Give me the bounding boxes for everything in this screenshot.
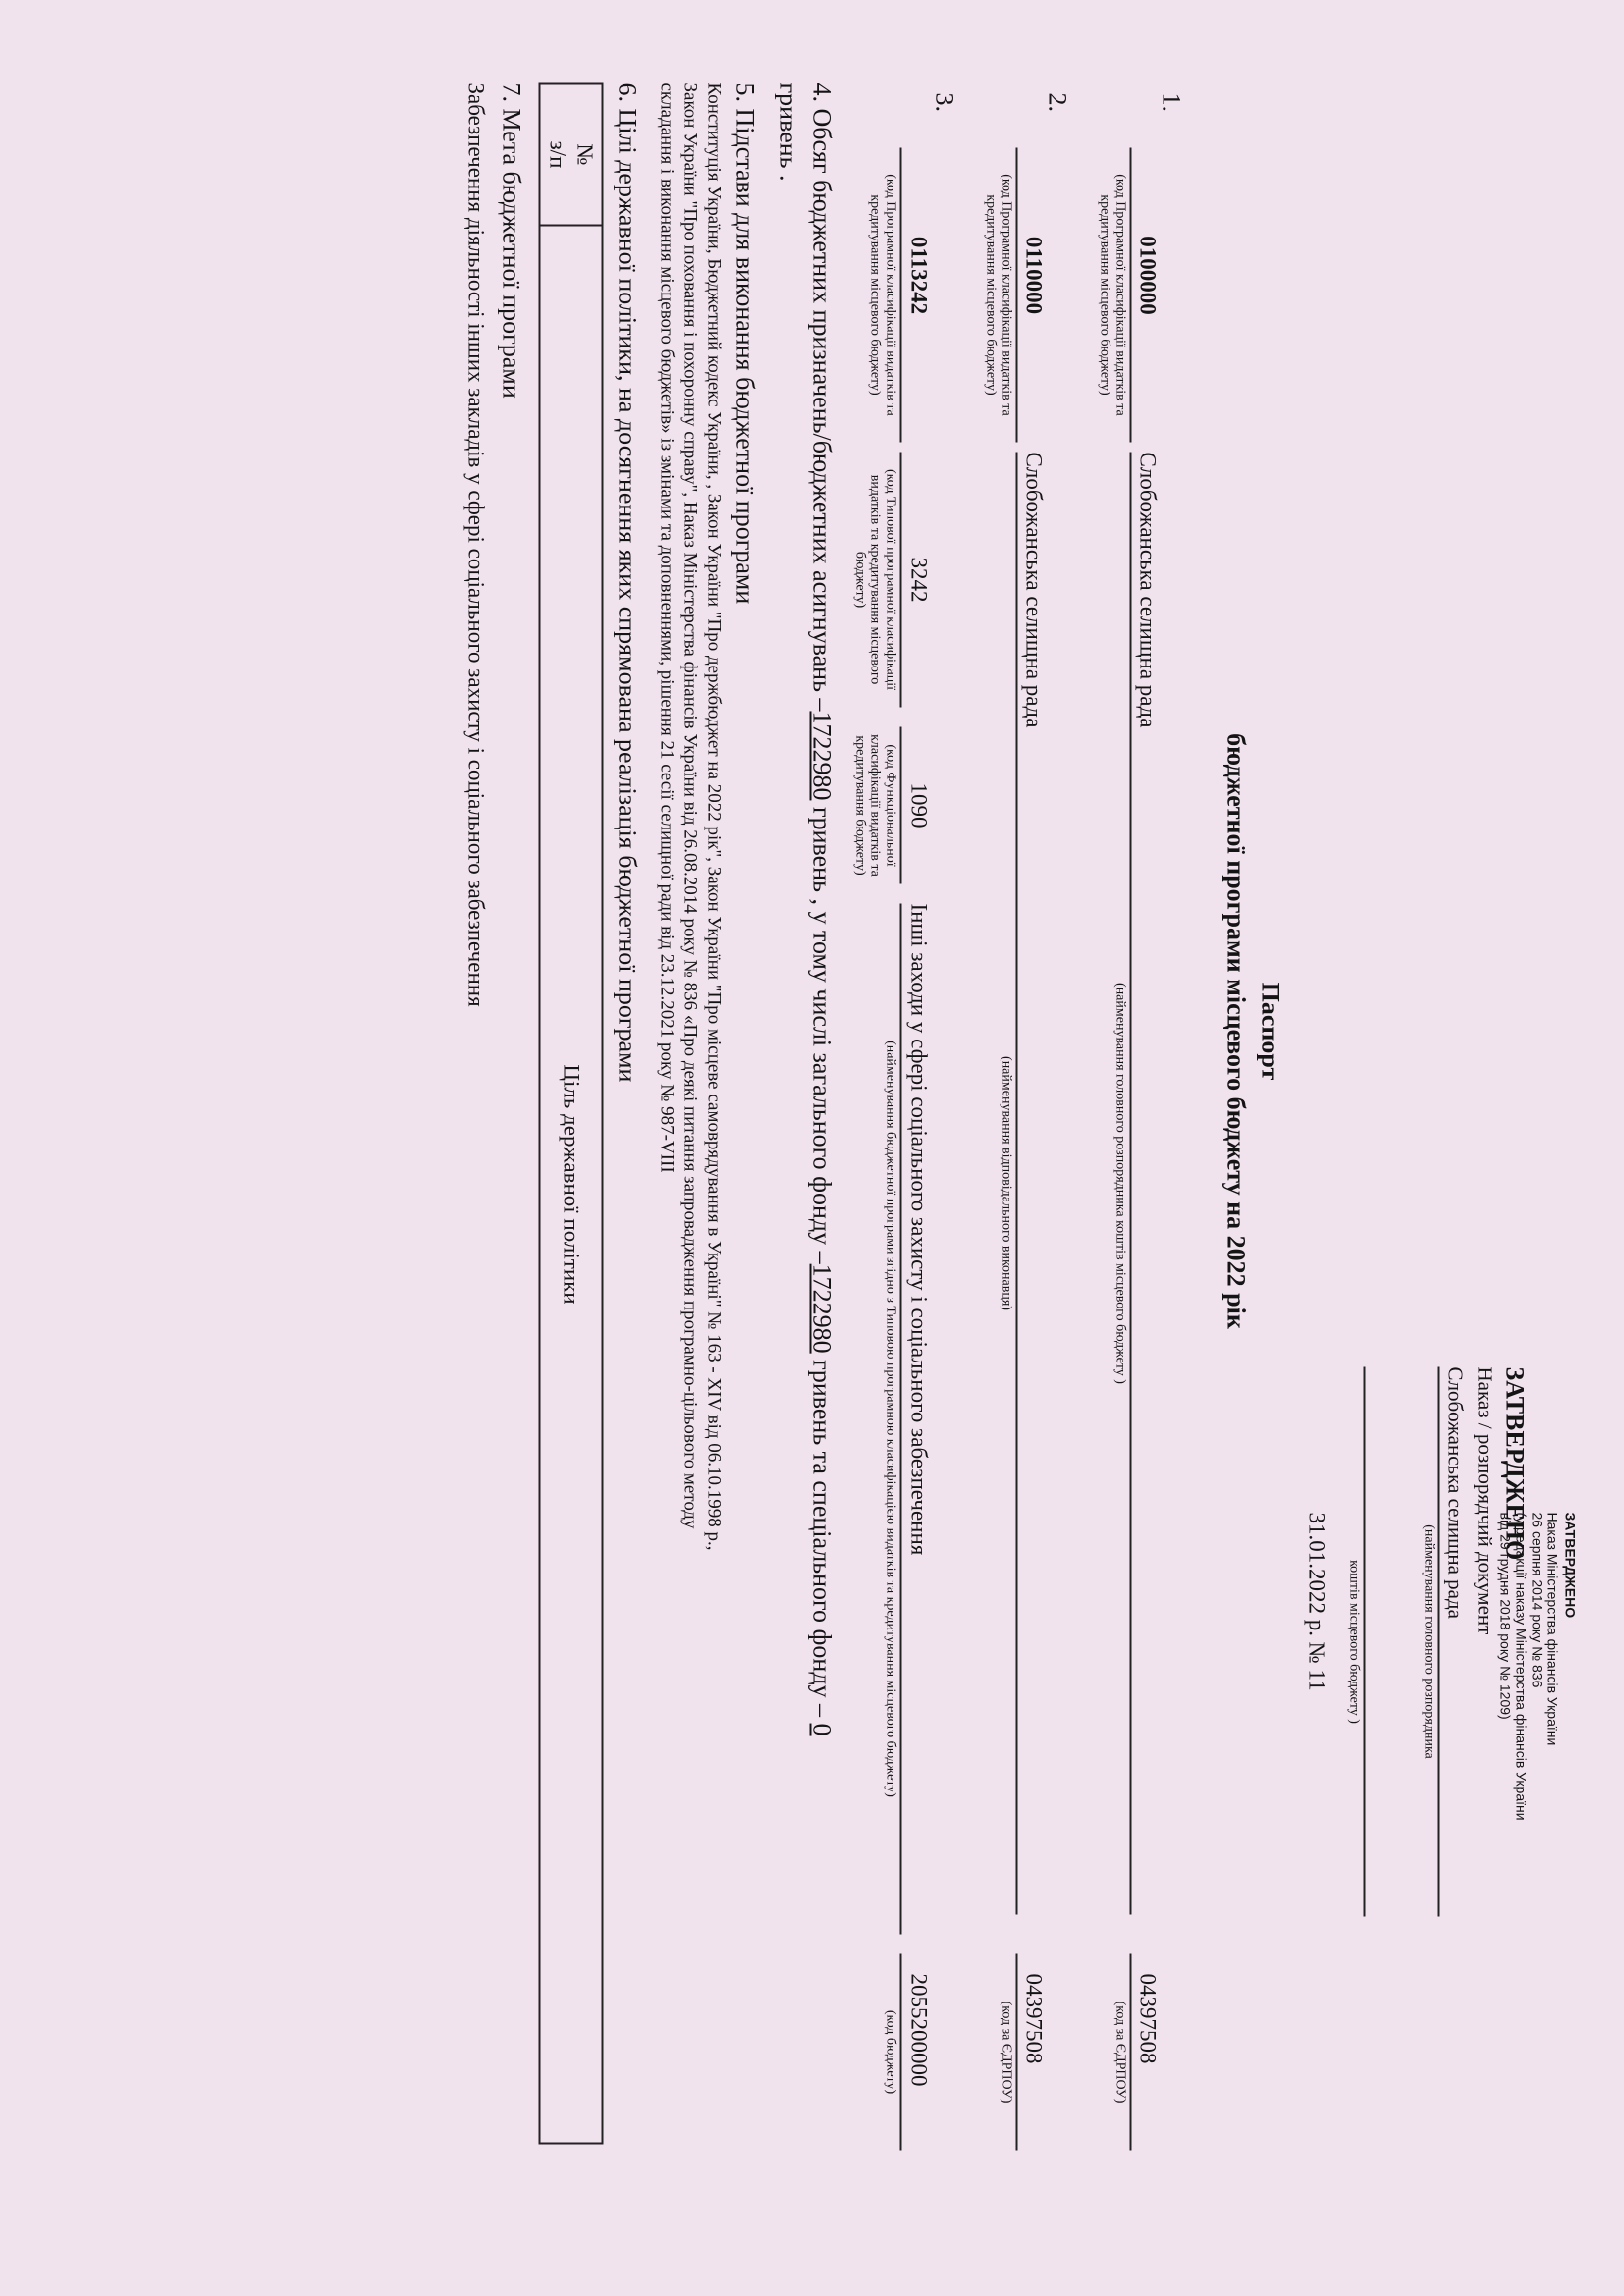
row2-edrpou-caption: (код за ЄДРПОУ) [999,2001,1013,2103]
row3-typical-code: 3242 [906,557,931,602]
row1-edrpou-caption: (код за ЄДРПОУ) [1112,2001,1127,2103]
row1-name-underline [1129,452,1131,1914]
section7-heading: 7. Мета бюджетної програми [497,82,525,399]
table-header-goal: Ціль державної політики [539,225,602,2143]
row3-functional-underline [899,726,901,883]
row3-typical-caption: (код Типової програмної класифікації видатків та кредитування місцевого бюджету) [851,468,897,690]
row2-edrpou-underline [1015,1953,1017,2150]
approval-org-underline-2 [1363,1366,1365,1916]
section4-currency: гривень . [774,82,802,182]
approval-doc-type: Наказ / розпорядчий документ [1473,1366,1496,1634]
approval-org: Слобожанська селищна рада [1443,1366,1467,1619]
row1-edrpou-underline [1129,1953,1131,2150]
row3-budget-underline [899,1953,901,2150]
section4-general-fund: 1722980 [807,1263,836,1354]
table-header-number-b: з/п [545,140,569,168]
approval-date-number: 31.01.2022 р. № 11 [1304,1512,1328,1691]
row3-typical-underline [899,452,901,707]
row1-name-caption: (найменування головного розпорядника коштів місцевого бюджету ) [1112,982,1127,1384]
section4-special-fund: 0 [807,1723,836,1736]
approval-org-underline [1437,1366,1439,1916]
row2-program-code: 0110000 [1021,236,1046,314]
row3-budget-code: 2055200000 [906,1973,931,2086]
approval-form-line4: від 29 грудня 2018 року № 1209) [1497,1512,1513,1720]
row3-name-caption: (найменування бюджетної програми згідно з Типовою програмною класифікацією видатків та кредитування місцевого бюджету) [883,1040,897,1797]
section5-line2: Закон України "Про поховання і похоронну справу", Наказ Міністерства фінансів України від 26.08.2014 року № 836 «Про деякі питання запровадження програмно-цільового методу [679,82,700,1528]
row3-functional-code: 1090 [906,782,931,828]
row2-code-underline [1015,147,1017,442]
row2-edrpou: 04397508 [1021,1973,1046,2063]
row2-name: Слобожанська селищна рада [1021,452,1046,727]
row2-number: 2. [1043,92,1071,112]
section4-volume [806,82,837,2193]
row2-name-caption: (найменування відповідального виконавця) [999,1055,1013,1310]
row3-code-caption: (код Програмної класифікації видатків та кредитування місцевого бюджету) [867,173,897,416]
row3-budget-caption: (код бюджету) [883,2009,897,2094]
approval-org-caption-2: коштів місцевого бюджету ) [1346,1559,1361,1724]
section4-text-c: гривень та спеціального фонду – [807,1353,836,1717]
section6-heading: 6. Цілі державної політики, на досягнення яких спрямована реалізація бюджетної програми [613,82,641,1082]
approval-form-title: ЗАТВЕРДЖЕНО [1562,1512,1578,1618]
row3-number: 3. [930,92,958,112]
section4-text-b: гривень , у тому числі загального фонду – [807,799,836,1264]
row1-edrpou: 04397508 [1135,1973,1160,2063]
row2-name-underline [1015,452,1017,1914]
row3-code-underline [899,147,901,442]
row1-code-caption: (код Програмної класифікації видатків та кредитування місцевого бюджету) [1097,173,1127,416]
row2-code-caption: (код Програмної класифікації видатків та кредитування місцевого бюджету) [983,173,1013,416]
section5-line1: Конституція України, Бюджетний кодекс України, , Закон України "Про держбюджет на 2022 рік", Закон України "Про місцеве самоврядування в Україні" № 163 - XIV від 06.10.1998 р., [703,82,724,1551]
row1-number: 1. [1157,92,1185,112]
row1-name: Слобожанська селищна рада [1135,452,1160,727]
row3-program-code: 0113242 [906,236,931,314]
approval-org-caption: (найменування головного розпорядника [1421,1523,1435,1759]
approval-form-line3: (у редакції наказу Міністерства фінансів України [1513,1512,1529,1821]
approval-title: ЗАТВЕРДЖЕНО [1500,1366,1529,1560]
table-row [539,83,602,2143]
row1-program-code: 0100000 [1135,235,1160,315]
row3-functional-caption: (код Функціональної класифікації видатків та кредитування бюджету) [851,733,897,877]
section5-heading: 5. Підстави для виконання бюджетної програми [731,82,759,604]
row1-code-underline [1129,147,1131,442]
section4-total: 1722980 [807,710,836,800]
section7-text: Забезпечення діяльності інших закладів у сфері соціального захисту і соціального забезпечення [463,82,488,1007]
approval-form-line2: 26 серпня 2014 року № 836 [1529,1512,1544,1687]
section4-text-a: 4. Обсяг бюджетних призначень/бюджетних асигнувань – [807,82,836,711]
row3-program-name: Інші заходи у сфері соціального захисту і соціального забезпечення [906,903,931,1555]
table-header-number-a: № [571,143,597,165]
policy-goals-table [538,82,603,2144]
page-title: Паспорт [1256,982,1284,1080]
approval-form-line1: Наказ Міністерства фінансів України [1544,1512,1560,1745]
row3-name-underline [899,903,901,1934]
page-subtitle: бюджетної програми місцевого бюджету на 2022 рік [1221,732,1250,1329]
section5-line3: складання і виконання місцевого бюджетів» із змінами та доповненнями, рішення 21 сесії селищної ради від 23.12.2021 року № 987-VIII [656,82,677,1173]
table-header-number [539,83,602,225]
